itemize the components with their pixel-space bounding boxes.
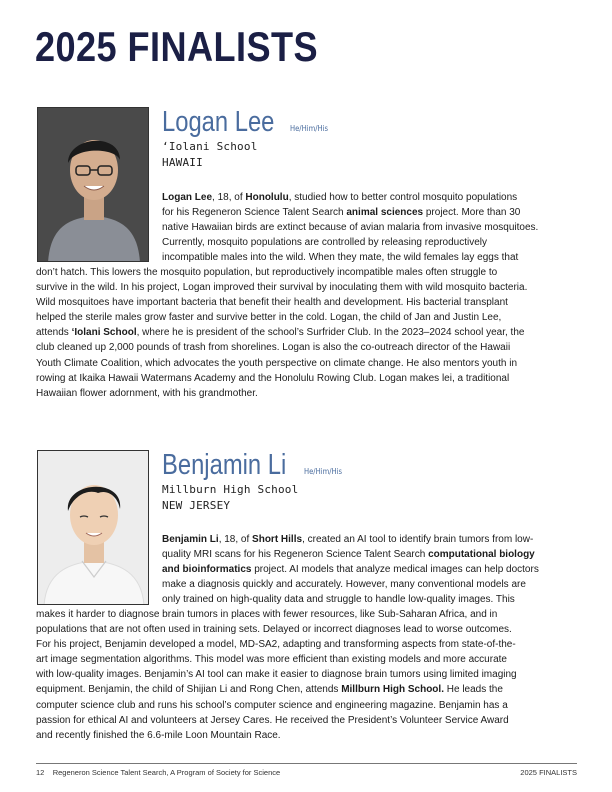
bio-text-run: native Hawaiian birds are extinct because of avian malaria from invasive mosquitoes. xyxy=(162,222,539,234)
page-number: 12 xyxy=(36,768,45,777)
bio-bold-run: ʻIolani School xyxy=(71,327,137,339)
bio-line xyxy=(36,667,577,682)
bio-text-run: incompatible males into the wild. When they mate, the wild females lay eggs that xyxy=(162,252,519,264)
bio-text-run: make a diagnosis quickly and accurately. However, many conventional models are xyxy=(162,579,526,591)
bio-line xyxy=(36,386,577,401)
bio-text-run: only trained on high-quality data and struggle to handle low-quality images. This xyxy=(162,594,515,606)
finalist-pronouns: He/Him/His xyxy=(303,467,343,476)
bio-line xyxy=(36,310,577,325)
finalist-photo xyxy=(37,450,149,605)
bio-line xyxy=(162,532,577,547)
bio-text-run: For his project, Benjamin developed a model, MD-SA2, adapting and transforming aspects from state-of-the- xyxy=(36,639,516,651)
finalist-state: NEW JERSEY xyxy=(162,499,231,512)
bio-bold-run: computational biology xyxy=(428,549,535,561)
bio-line xyxy=(162,220,577,235)
bio-text-run: He leads the xyxy=(443,684,503,696)
bio-line xyxy=(36,652,577,667)
bio-text-run: passion for ethical AI and volunteers at Jersey Cares. He received the President’s Volunteer Service Award xyxy=(36,714,509,726)
bio-text-run: , created an AI tool to identify brain tumors from low- xyxy=(302,534,534,545)
finalist-name: Benjamin Li xyxy=(162,449,287,481)
bio-text-run: with low-quality images. Benjamin’s AI tool can make it easier to diagnose brain tumors using limited imaging xyxy=(36,669,517,681)
bio-line xyxy=(36,698,577,713)
bio-line xyxy=(162,562,577,577)
bio-text-run: club cleaned up 2,000 pounds of trash from shorelines. Logan is also the co-outreach director of the Hawaii xyxy=(36,342,511,354)
bio-text-run: attends xyxy=(36,327,72,339)
bio-line xyxy=(36,265,577,280)
bio-line xyxy=(36,340,577,355)
bio-text-run: don’t hatch. This lowers the mosquito population, but reproductively incompatible males often struggle to xyxy=(36,267,498,278)
bio-line xyxy=(162,577,577,592)
finalist-name-row xyxy=(162,449,349,482)
bio-text-run: project. More than 30 xyxy=(423,207,521,219)
bio-text-run: makes it harder to diagnose brain tumors in places with fewer resources, like Sub-Saharan Africa, and in xyxy=(36,609,498,620)
bio-text-run: equipment. Benjamin, the child of Shijian Li and Rong Chen, attends xyxy=(36,684,342,696)
bio-text-run: , studied how to better control mosquito populations xyxy=(288,192,518,203)
footer-left xyxy=(36,768,280,777)
bio-text-run: Hawaiian flower adornment, with his grandmother. xyxy=(36,387,258,399)
bio-text-run: Wild mosquitoes have important bacteria that benefit their health and development. His bacterial transplant xyxy=(36,297,508,309)
bio-text-run: helped the sterile males grow faster and survive better in the cold. Logan, the child of Jan and Justin Lee, xyxy=(36,312,502,324)
bio-line xyxy=(36,325,577,340)
finalist-school: ʻIolani School xyxy=(162,140,258,153)
bio-text-run: for his Regeneron Science Talent Search xyxy=(162,207,347,219)
bio-text-run: rowing at Ikaika Hawaii Watermans Academy and the Honolulu Rowing Club. Logan makes lei, a traditional xyxy=(36,372,510,384)
bio-line xyxy=(36,622,577,637)
bio-line xyxy=(36,637,577,652)
bio-bold-run: animal sciences xyxy=(346,207,424,219)
bio-text-run: Currently, mosquito populations are controlled by releasing reproductively xyxy=(162,237,487,249)
finalist-school: Millburn High School xyxy=(162,483,299,496)
bio-bold-run: Logan Lee xyxy=(162,192,213,203)
bio-line xyxy=(36,371,577,386)
finalist-name: Logan Lee xyxy=(162,106,275,138)
finalist-pronouns: He/Him/His xyxy=(289,124,328,133)
bio-bold-run: Honolulu xyxy=(245,192,289,203)
bio-line xyxy=(36,280,577,295)
publication-name: Regeneron Science Talent Search, A Program of Society for Science xyxy=(52,768,281,777)
bio-line xyxy=(36,356,577,371)
footer-rule xyxy=(36,763,577,764)
bio-text-run: Youth Climate Coalition, which advocates the youth perspective on climate change. He also mentors youth in xyxy=(36,357,518,369)
bio-text-run: project. AI models that analyze medical images can help doctors xyxy=(251,564,539,576)
finalist-name-row xyxy=(162,106,334,139)
bio-bold-run: Millburn High School. xyxy=(341,684,444,696)
bio-text-run: populations that are not often used in training sets. Delayed or incorrect diagnoses lead to worse outcomes. xyxy=(36,624,512,636)
bio-line xyxy=(162,190,577,205)
bio-line xyxy=(36,682,577,697)
bio-line xyxy=(36,713,577,728)
finalist-bio-intro xyxy=(162,190,577,265)
finalist-bio-body xyxy=(36,607,577,743)
page-title: 2025 FINALISTS xyxy=(35,23,319,70)
bio-text-run: computer science club and runs his school’s computer science and engineering magazine. Benjamin has a xyxy=(36,699,508,711)
finalist-photo xyxy=(37,107,149,262)
bio-text-run: art image segmentation algorithms. This model was more efficient than existing models and more accurate xyxy=(36,654,507,666)
bio-line xyxy=(162,235,577,250)
bio-line xyxy=(36,728,577,743)
finalist-bio-intro xyxy=(162,532,577,607)
bio-line xyxy=(162,547,577,562)
bio-bold-run: Benjamin Li xyxy=(162,534,219,545)
bio-text-run: , 18, of xyxy=(212,192,246,203)
bio-text-run: , where he is president of the school’s Surfrider Club. In the 2023–2024 school year, the xyxy=(136,327,525,339)
bio-line xyxy=(36,295,577,310)
bio-line xyxy=(36,607,577,622)
bio-line xyxy=(162,592,577,607)
section-label: 2025 FINALISTS xyxy=(520,768,577,777)
bio-bold-run: Short Hills xyxy=(252,534,303,545)
bio-line xyxy=(162,250,577,265)
bio-text-run: survive in the wild. In his project, Logan improved their survival by inoculating them with wild mosquito bacteria. xyxy=(36,282,528,294)
bio-line xyxy=(162,205,577,220)
finalist-state: HAWAII xyxy=(162,156,203,169)
bio-text-run: and recently finished the 6.6-mile Loon Mountain Race. xyxy=(36,729,281,741)
bio-text-run: , 18, of xyxy=(218,534,253,545)
finalist-bio-body xyxy=(36,265,577,401)
bio-text-run: quality MRI scans for his Regeneron Science Talent Search xyxy=(162,549,429,561)
bio-bold-run: and bioinformatics xyxy=(162,564,252,576)
